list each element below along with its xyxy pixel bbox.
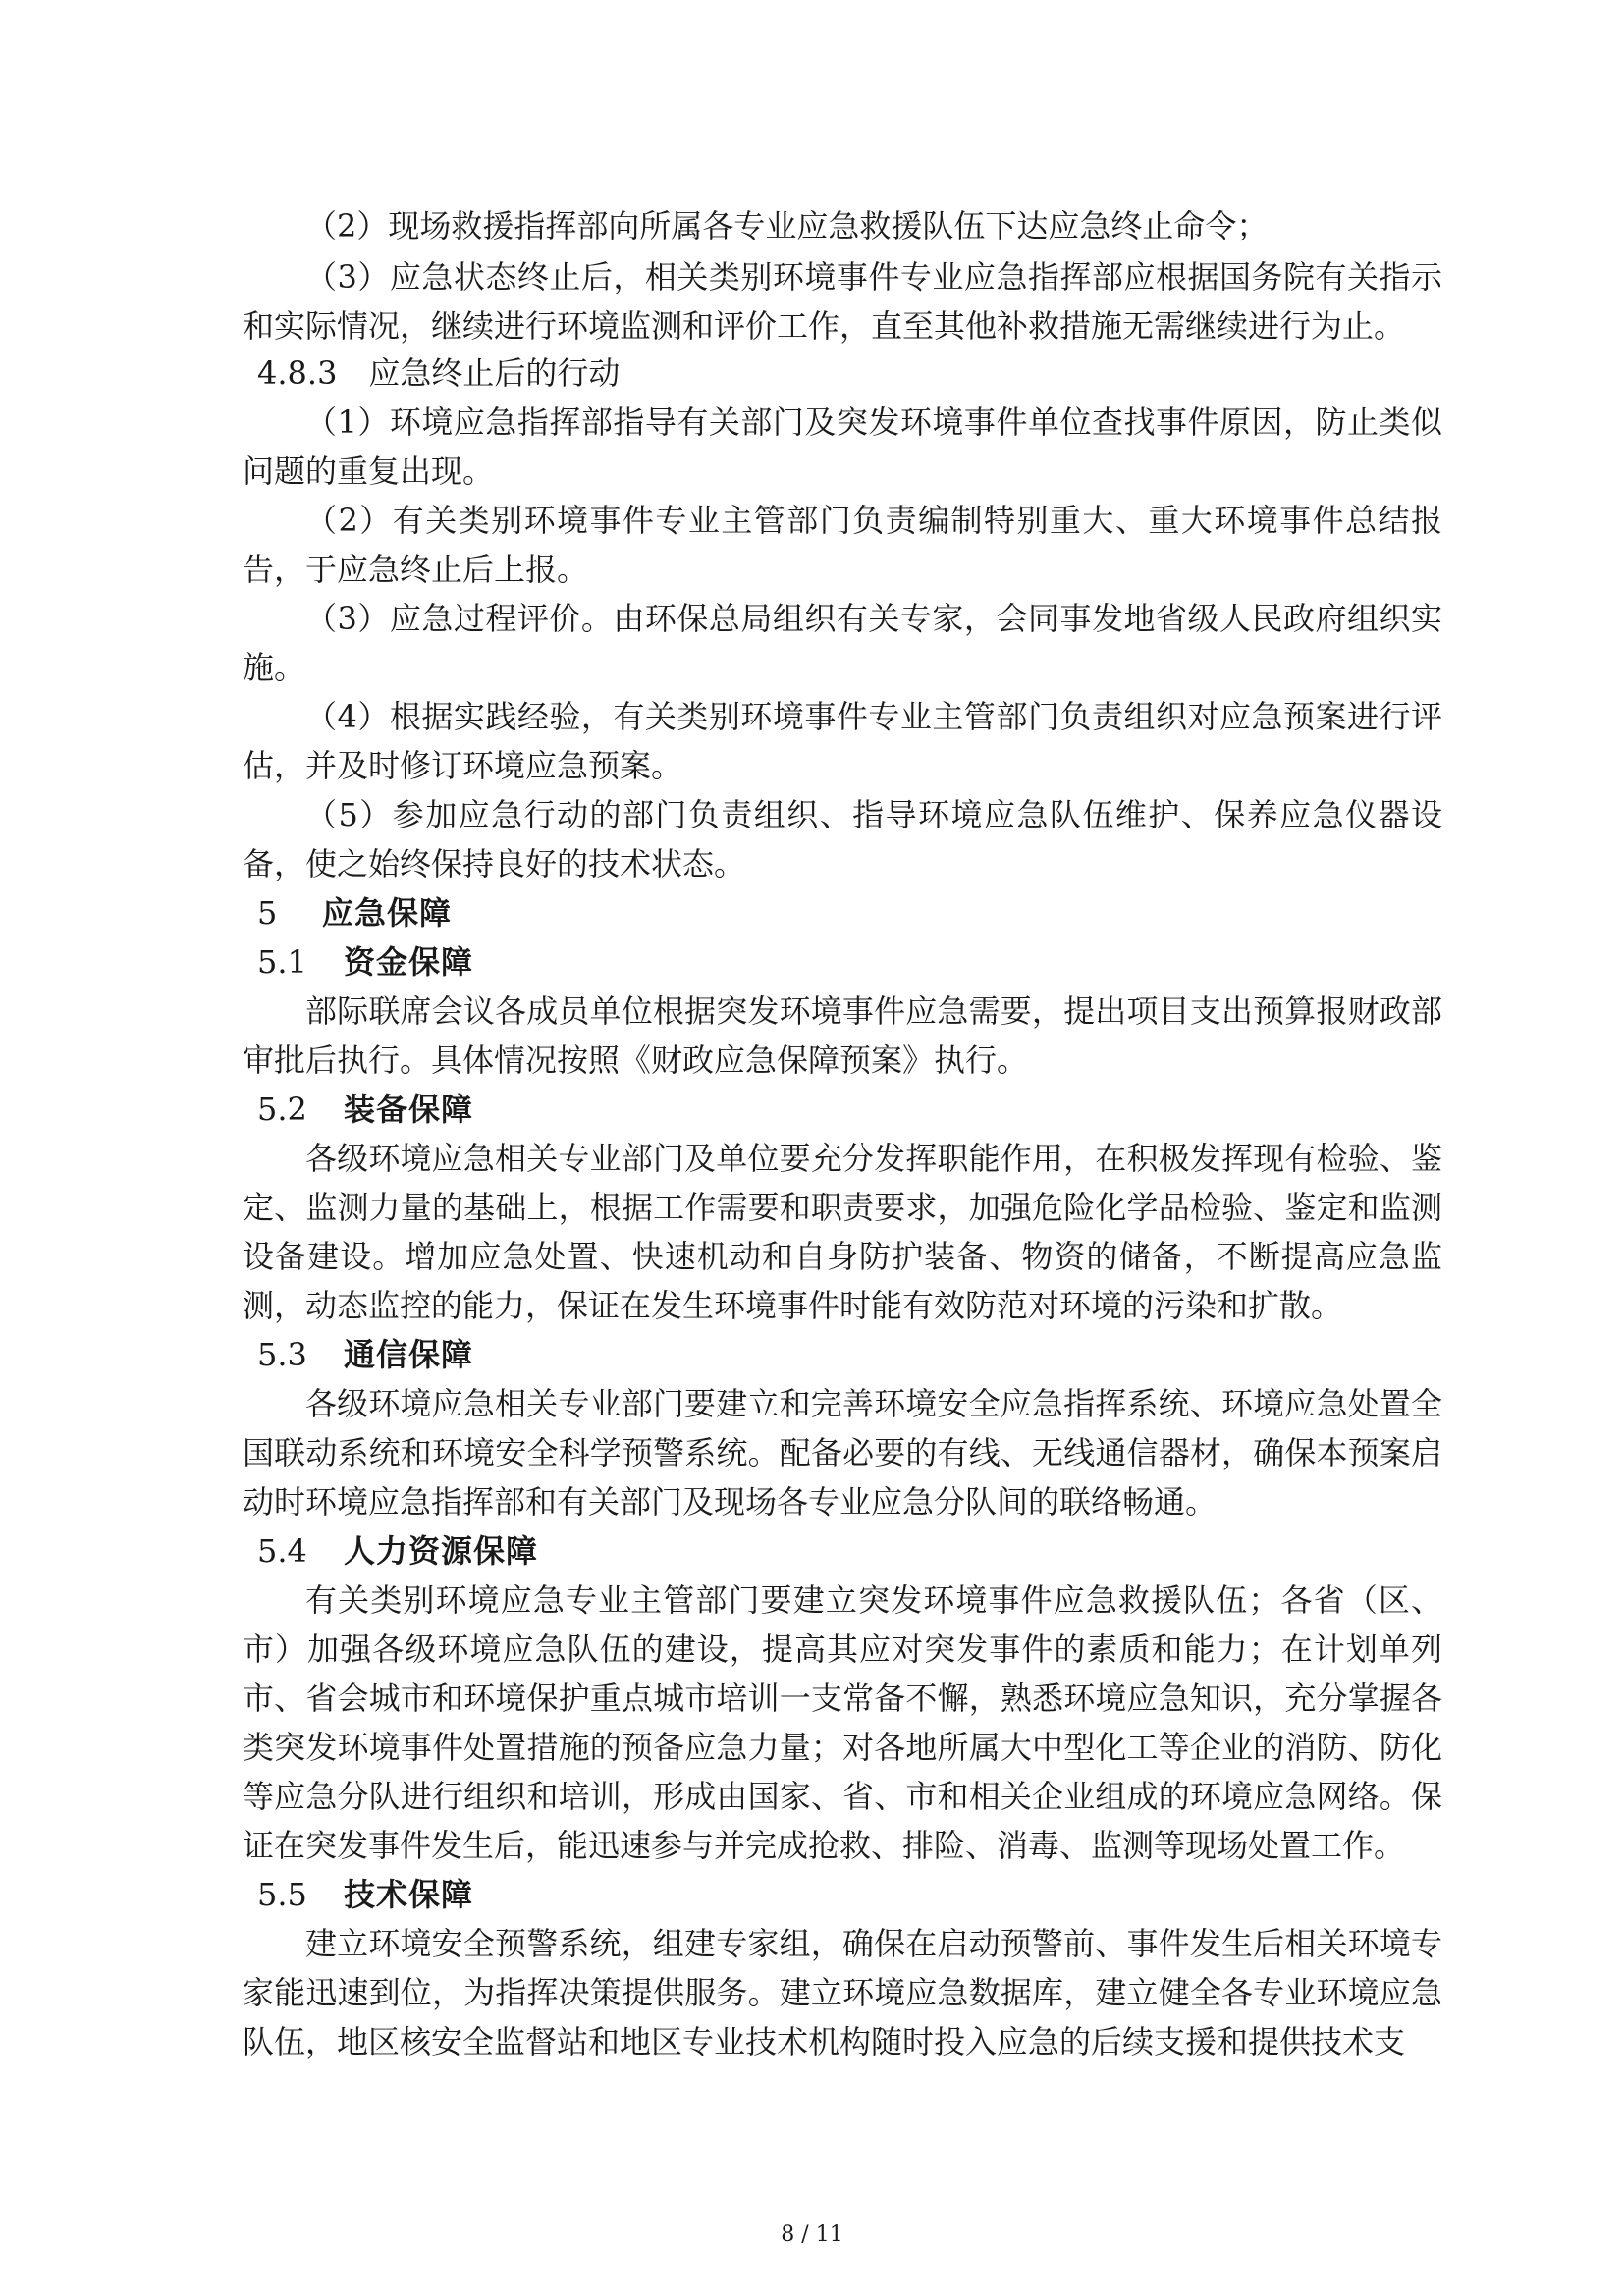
section-title: 技术保障	[344, 1876, 474, 1913]
paragraph-4-8-3-item-2: （2）有关类别环境事件专业主管部门负责编制特别重大、重大环境事件总结报告，于应急终止后上报。	[243, 502, 1442, 588]
section-title: 通信保障	[344, 1336, 474, 1373]
paragraph-4-8-2-item-3: （3）应急状态终止后，相关类别环境事件专业应急指挥部应根据国务院有关指示和实际情况，继续进行环境监测和评价工作，直至其他补救措施无需继续进行为止。	[243, 258, 1442, 345]
paragraph-5-1: 部际联席会议各成员单位根据突发环境事件应急需要，提出项目支出预算报财政部审批后执行。具体情况按照《财政应急保障预案》执行。	[243, 992, 1442, 1079]
section-title: 人力资源保障	[344, 1532, 539, 1570]
section-5-2-heading	[257, 1085, 473, 1134]
paragraph-4-8-3-item-1: （1）环境应急指挥部指导有关部门及突发环境事件单位查找事件原因，防止类似问题的重复出现。	[243, 403, 1442, 490]
section-number: 5.1	[257, 943, 307, 981]
paragraph-4-8-3-item-3: （3）应急过程评价。由环保总局组织有关专家，会同事发地省级人民政府组织实施。	[243, 600, 1442, 686]
page-number: 8 / 11	[781, 2222, 843, 2247]
section-title: 装备保障	[344, 1091, 474, 1128]
subsection-4-8-3-heading: 4.8.3 应急终止后的行动	[257, 354, 621, 392]
section-5-3-heading	[257, 1330, 473, 1379]
section-5-4-heading	[257, 1526, 538, 1575]
paragraph-4-8-3-item-5: （5）参加应急行动的部门负责组织、指导环境应急队伍维护、保养应急仪器设备，使之始终保持良好的技术状态。	[243, 796, 1442, 882]
paragraph-5-5: 建立环境安全预警系统，组建专家组，确保在启动预警前、事件发生后相关环境专家能迅速到位，为指挥决策提供服务。建立环境应急数据库，建立健全各专业环境应急队伍，地区核安全监督站和地区专业技术机构随时投入应急的后续支援和提供技术支	[243, 1925, 1442, 2060]
paragraph-4-8-3-item-4: （4）根据实践经验，有关类别环境事件专业主管部门负责组织对应急预案进行评估，并及时修订环境应急预案。	[243, 698, 1442, 784]
paragraph-5-3: 各级环境应急相关专业部门要建立和完善环境安全应急指挥系统、环境应急处置全国联动系统和环境安全科学预警系统。配备必要的有线、无线通信器材，确保本预案启动时环境应急指挥部和有关部门及现场各专业应急分队间的联络畅通。	[243, 1385, 1442, 1521]
section-5-1-heading	[257, 937, 473, 987]
section-5-heading	[257, 888, 452, 937]
section-number: 5.3	[257, 1336, 307, 1373]
section-number: 5.4	[257, 1532, 307, 1570]
paragraph-5-2: 各级环境应急相关专业部门及单位要充分发挥职能作用，在积极发挥现有检验、鉴定、监测力量的基础上，根据工作需要和职责要求，加强危险化学品检验、鉴定和监测设备建设。增加应急处置、快速机动和自身防护装备、物资的储备，不断提高应急监测，动态监控的能力，保证在发生环境事件时能有效防范对环境的污染和扩散。	[243, 1140, 1442, 1324]
section-number: 5.2	[257, 1091, 307, 1128]
section-number: 5.5	[257, 1876, 307, 1913]
paragraph-4-8-2-item-2: （2）现场救援指挥部向所属各专业应急救援队伍下达应急终止命令；	[305, 207, 1269, 244]
section-title: 资金保障	[344, 943, 474, 981]
section-title: 应急保障	[322, 894, 453, 932]
paragraph-5-4: 有关类别环境应急专业主管部门要建立突发环境事件应急救援队伍；各省（区、市）加强各级环境应急队伍的建设，提高其应对突发事件的素质和能力；在计划单列市、省会城市和环境保护重点城市培训一支常备不懈，熟悉环境应急知识，充分掌握各类突发环境事件处置措施的预备应急力量；对各地所属大中型化工等企业的消防、防化等应急分队进行组织和培训，形成由国家、省、市和相关企业组成的环境应急网络。保证在突发事件发生后，能迅速参与并完成抢救、排险、消毒、监测等现场处置工作。	[243, 1581, 1442, 1864]
section-number: 5	[257, 894, 278, 932]
section-5-5-heading	[257, 1870, 473, 1919]
